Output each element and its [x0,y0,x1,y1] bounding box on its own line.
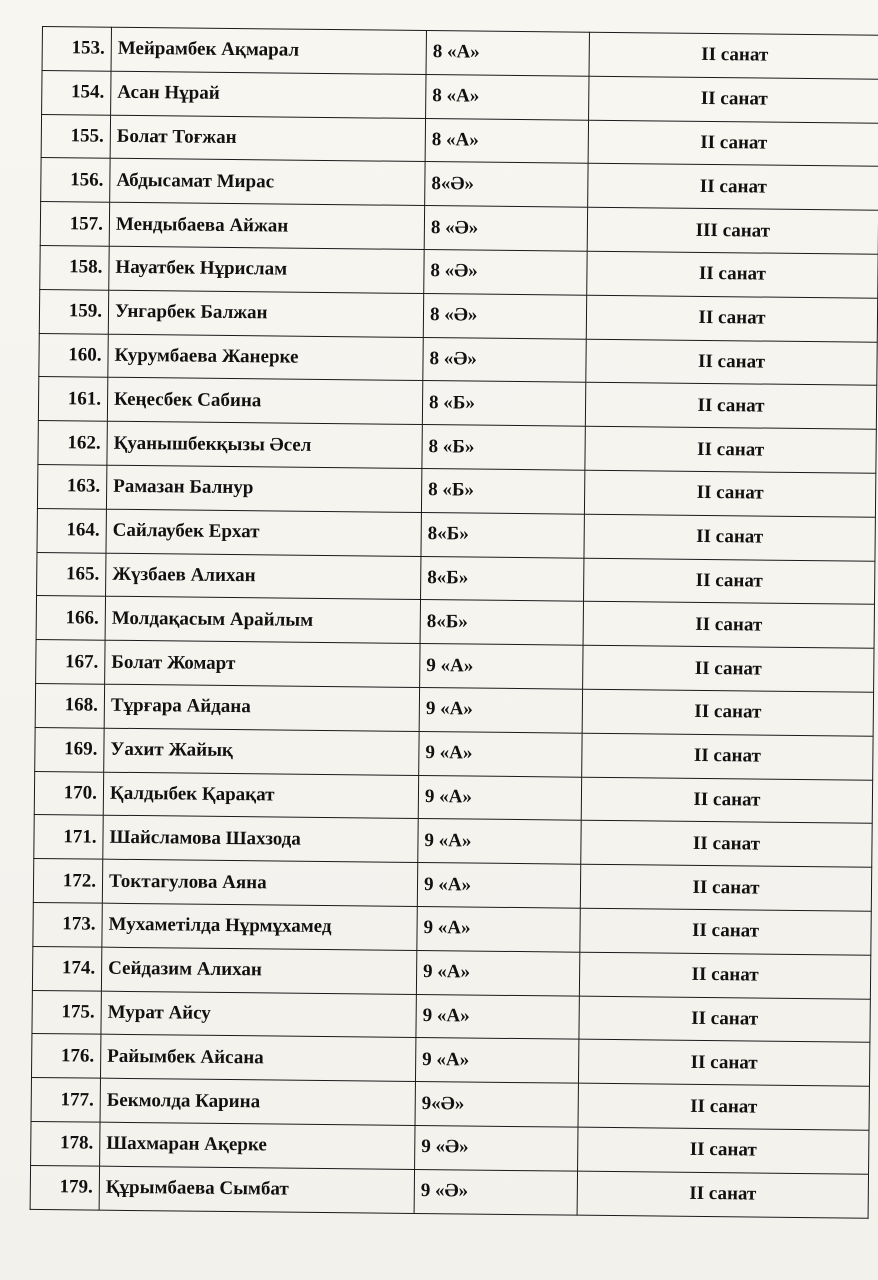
category: II санат [578,1040,869,1087]
class-name: 9 «А» [418,775,581,821]
student-name: Шахмаран Ақерке [100,1122,415,1169]
category: II санат [581,777,872,824]
class-name: 9 «А» [416,994,579,1040]
row-number: 168. [35,683,104,728]
row-number: 155. [41,114,110,159]
student-name: Рамазан Балнур [106,465,421,512]
category: II санат [584,470,875,517]
row-number: 158. [40,245,109,290]
class-name: 8«Б» [421,512,584,558]
class-name: 9 «А» [415,1038,578,1084]
row-number: 160. [39,333,108,378]
category: II санат [585,426,876,473]
row-number: 177. [31,1078,100,1123]
row-number: 175. [32,990,101,1035]
category: II санат [586,339,877,386]
student-name: Токтагулова Аяна [102,859,417,906]
category: II санат [586,295,877,342]
row-number: 153. [42,27,111,72]
class-name: 8 «Б» [422,425,585,471]
category: II санат [582,733,873,780]
row-number: 156. [41,158,110,203]
student-name: Сейдазим Алихан [101,947,416,994]
category: II санат [579,996,870,1043]
category: II санат [589,32,878,79]
student-name: Мейрамбек Ақмарал [111,27,426,74]
row-number: 162. [38,421,107,466]
student-name: Уахит Жайық [104,728,419,775]
category: II санат [584,558,875,605]
class-name: 9 «Ә» [415,1125,578,1171]
student-name: Болат Тоғжан [110,115,425,162]
student-name: Унгарбек Балжан [108,290,423,337]
category: II санат [582,689,873,736]
row-number: 176. [31,1034,100,1079]
student-name: Жүзбаев Алихан [106,553,421,600]
class-name: 9«Ә» [415,1082,578,1128]
table-row [30,1165,868,1218]
student-name: Болат Жомарт [105,640,420,687]
student-name: Құрымбаева Сымбат [99,1166,414,1213]
class-name: 9 «А» [417,906,580,952]
category: II санат [589,76,878,123]
student-name: Тұрғара Айдана [104,684,419,731]
class-name: 9 «А» [417,863,580,909]
row-number: 179. [30,1165,99,1210]
student-name: Науатбек Нұрислам [109,246,424,293]
category: II санат [585,383,876,430]
category: II санат [580,864,871,911]
class-name: 8 «Ә» [423,293,586,339]
row-number: 167. [36,640,105,685]
row-number: 166. [36,596,105,641]
category: II санат [581,821,872,868]
row-number: 157. [40,202,109,247]
student-name: Молдақасым Арайлым [105,597,420,644]
class-name: 8 «Б» [421,468,584,514]
category: II санат [588,120,878,167]
row-number: 170. [34,771,103,816]
class-name: 9 «А» [419,687,582,733]
row-number: 164. [37,508,106,553]
class-name: 9 «А» [419,731,582,777]
student-name: Мендыбаева Айжан [109,202,424,249]
class-name: 9 «Ә» [414,1169,577,1215]
row-number: 154. [42,70,111,115]
class-name: 8 «А» [426,74,589,120]
class-name: 8«Ә» [425,162,588,208]
category: II санат [578,1127,869,1174]
class-name: 8 «А» [426,31,589,77]
student-name: Қалдыбек Қарақат [103,772,418,819]
category: II санат [580,908,871,955]
class-name: 8 «А» [425,118,588,164]
row-number: 178. [31,1121,100,1166]
student-name: Асан Нұрай [111,71,426,118]
row-number: 165. [37,552,106,597]
category: II санат [584,514,875,561]
class-name: 8 «Ә» [423,337,586,383]
class-name: 8 «Ә» [424,249,587,295]
student-table [30,26,878,1218]
student-table-body [30,27,878,1218]
row-number: 173. [33,902,102,947]
class-name: 9 «А» [420,644,583,690]
student-name: Курумбаева Жанерке [108,334,423,381]
student-name: Райымбек Айсана [100,1035,415,1082]
category: III санат [587,207,878,254]
student-name: Қуанышбекқызы Әсел [107,421,422,468]
class-name: 8 «Ә» [424,206,587,252]
student-name: Абдысамат Мирас [110,159,425,206]
student-name: Шайсламова Шахзода [103,816,418,863]
class-name: 9 «А» [416,950,579,996]
category: II санат [587,251,878,298]
class-name: 9 «А» [418,819,581,865]
student-name: Сайлаубек Ерхат [106,509,421,556]
row-number: 171. [34,815,103,860]
row-number: 174. [32,946,101,991]
student-name: Мухаметілда Нұрмұхамед [102,903,417,950]
class-name: 8«Б» [421,556,584,602]
student-name: Кеңесбек Сабина [107,378,422,425]
row-number: 169. [35,727,104,772]
row-number: 161. [38,377,107,422]
student-name: Бекмолда Карина [100,1078,415,1125]
row-number: 172. [33,859,102,904]
row-number: 163. [37,464,106,509]
row-number: 159. [39,289,108,334]
class-name: 8«Б» [420,600,583,646]
category: II санат [583,602,874,649]
class-name: 8 «Б» [422,381,585,427]
category: II санат [577,1171,868,1218]
category: II санат [578,1083,869,1130]
category: II санат [579,952,870,999]
student-name: Мурат Айсу [101,991,416,1038]
category: II санат [588,164,878,211]
category: II санат [583,645,874,692]
